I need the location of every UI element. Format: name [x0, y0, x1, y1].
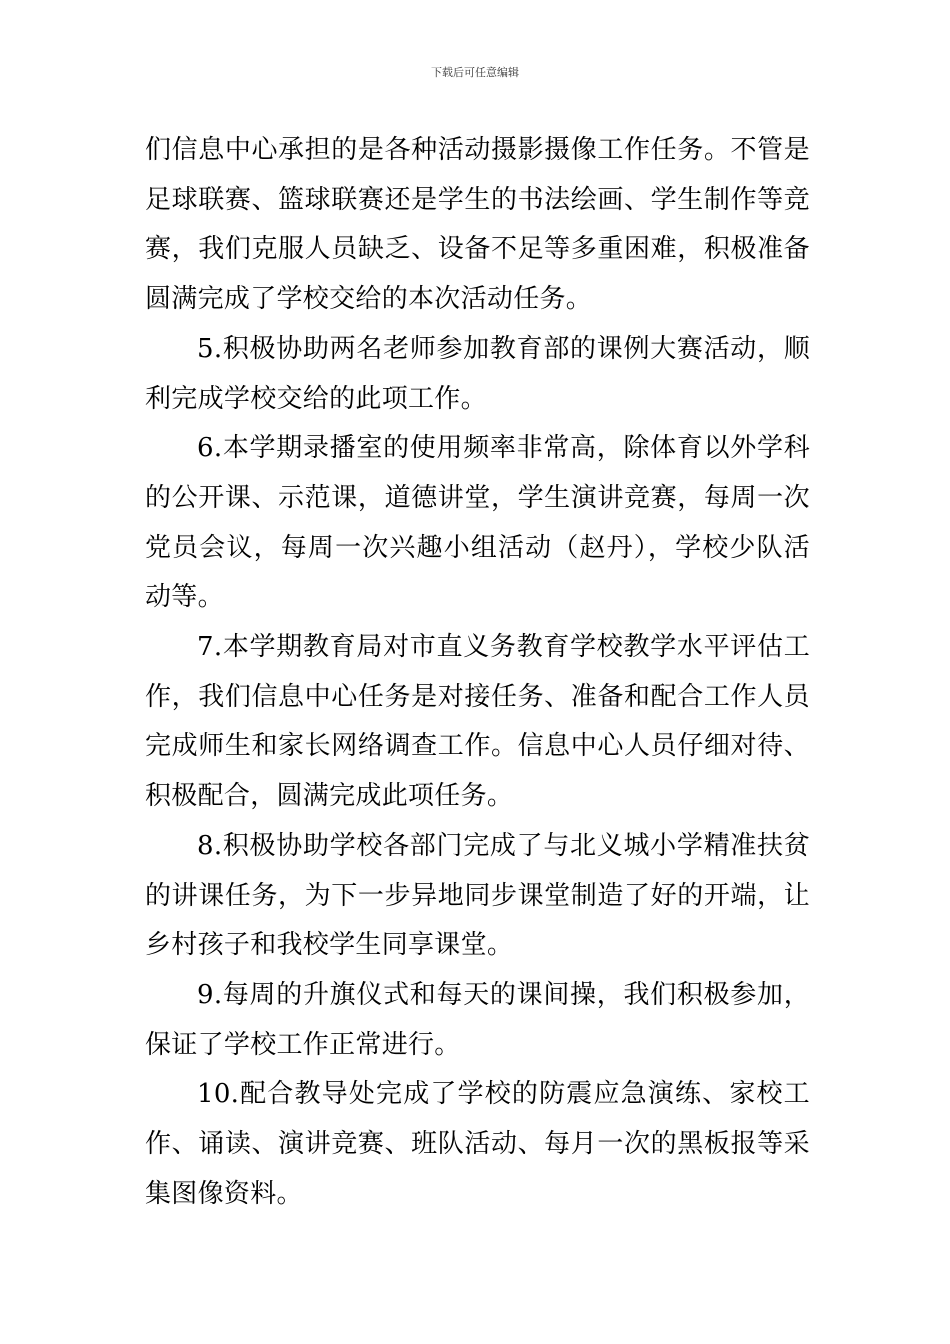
paragraph-item-6: 6.本学期录播室的使用频率非常高，除体育以外学科的公开课、示范课，道德讲堂，学生演讲竞赛，每周一次党员会议，每周一次兴趣小组活动（赵丹），学校少队活动等。: [145, 433, 810, 613]
paragraph-continued: 们信息中心承担的是各种活动摄影摄像工作任务。不管是足球联赛、篮球联赛还是学生的书法绘画、学生制作等竞赛，我们克服人员缺乏、设备不足等多重困难，积极准备圆满完成了学校交给的本次活动任务。: [145, 135, 810, 315]
page-header: 下载后可任意编辑: [431, 66, 519, 79]
paragraph-item-10: 10.配合教导处完成了学校的防震应急演练、家校工作、诵读、演讲竞赛、班队活动、每月一次的黑板报等采集图像资料。: [145, 1079, 810, 1209]
paragraph-item-8: 8.积极协助学校各部门完成了与北义城小学精准扶贫的讲课任务，为下一步异地同步课堂制造了好的开端，让乡村孩子和我校学生同享课堂。: [145, 830, 810, 961]
document-body: [145, 126, 810, 1219]
paragraph-item-5: 5.积极协助两名老师参加教育部的课例大赛活动，顺利完成学校交给的此项工作。: [145, 333, 810, 414]
paragraph-item-7: 7.本学期教育局对市直义务教育学校教学水平评估工作，我们信息中心任务是对接任务、准备和配合工作人员完成师生和家长网络调查工作。信息中心人员仔细对待、积极配合，圆满完成此项任务。: [145, 632, 810, 812]
paragraph-item-9: 9.每周的升旗仪式和每天的课间操，我们积极参加，保证了学校工作正常进行。: [145, 979, 810, 1060]
